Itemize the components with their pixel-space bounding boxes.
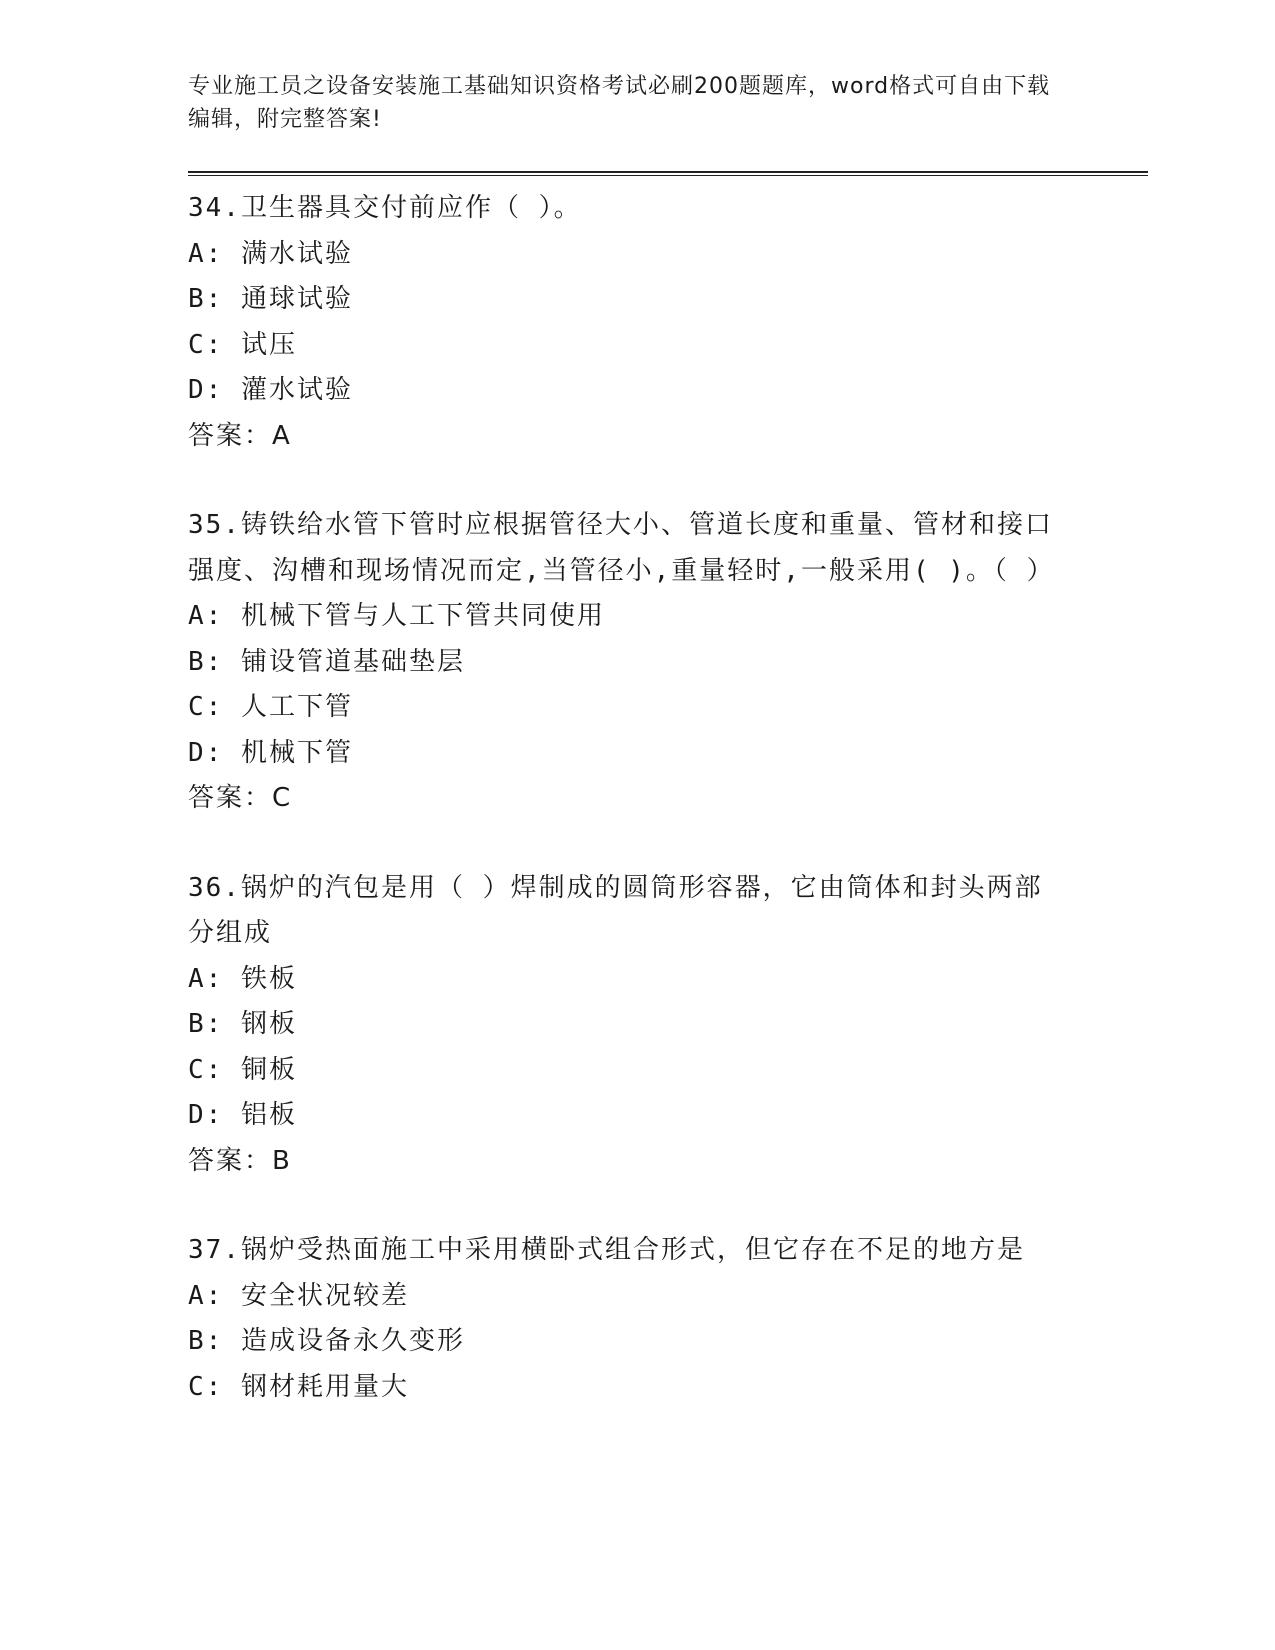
option-text: 人工下管 [240,692,353,722]
option-a [188,1274,1148,1320]
option-c [188,685,1148,731]
option-letter: B: [188,1009,224,1039]
option-letter: A: [188,1280,224,1311]
option-c [188,1365,1148,1411]
question-37 [188,1228,1148,1410]
option-letter: B: [188,284,224,314]
document-page [188,70,1148,1454]
option-a [188,594,1148,640]
option-text: 铁板 [240,963,297,994]
question-stem: 34.卫生器具交付前应作（ ）。 [188,193,582,223]
option-letter: B: [188,646,224,677]
option-d [188,1093,1148,1139]
option-text: 机械下管与人工下管共同使用 [240,601,605,631]
answer-line: 答案：A [188,420,292,451]
option-b [188,640,1148,686]
question-35 [188,503,1148,822]
option-b [188,1319,1148,1365]
option-b [188,277,1148,323]
option-text: 机械下管 [240,737,353,768]
option-letter: A: [188,238,224,269]
option-letter: C: [188,692,224,722]
option-letter: A: [188,963,224,994]
option-text: 铝板 [240,1100,297,1130]
option-text: 满水试验 [240,238,353,269]
option-letter: B: [188,1326,224,1356]
question-stem: 36.锅炉的汽包是用（ ）焊制成的圆筒形容器，它由筒体和封头两部分组成 [188,872,1043,948]
option-letter: D: [188,375,224,405]
option-c [188,1048,1148,1094]
option-d [188,731,1148,777]
option-d [188,368,1148,414]
option-text: 灌水试验 [240,375,353,405]
option-text: 试压 [240,329,297,360]
option-text: 铜板 [240,1054,297,1085]
question-34 [188,186,1148,459]
option-text: 安全状况较差 [240,1280,409,1311]
question-list [188,186,1148,1410]
answer-line: 答案：C [188,783,293,813]
option-text: 钢材耗用量大 [240,1371,409,1402]
header-divider [188,171,1148,176]
option-text: 铺设管道基础垫层 [240,646,465,677]
option-c [188,323,1148,369]
option-text: 造成设备永久变形 [240,1326,465,1356]
option-a [188,957,1148,1003]
option-letter: A: [188,601,224,631]
document-header: 专业施工员之设备安装施工基础知识资格考试必刷200题题库，word格式可自由下载编辑，附完整答案! [188,74,1051,132]
question-stem: 37.锅炉受热面施工中采用横卧式组合形式，但它存在不足的地方是 [188,1235,1025,1265]
option-letter: D: [188,737,224,768]
option-b [188,1002,1148,1048]
option-text: 通球试验 [240,284,353,314]
answer-line: 答案：B [188,1145,292,1176]
option-letter: C: [188,1371,224,1402]
option-a [188,232,1148,278]
question-36 [188,866,1148,1185]
option-letter: D: [188,1100,224,1130]
question-stem: 35.铸铁给水管下管时应根据管径大小、管道长度和重量、管材和接口强度、沟槽和现场情况而定,当管径小,重量轻时,一般采用( )。（ ） [188,510,1055,586]
option-letter: C: [188,329,224,360]
option-text: 钢板 [240,1009,297,1039]
option-letter: C: [188,1054,224,1085]
